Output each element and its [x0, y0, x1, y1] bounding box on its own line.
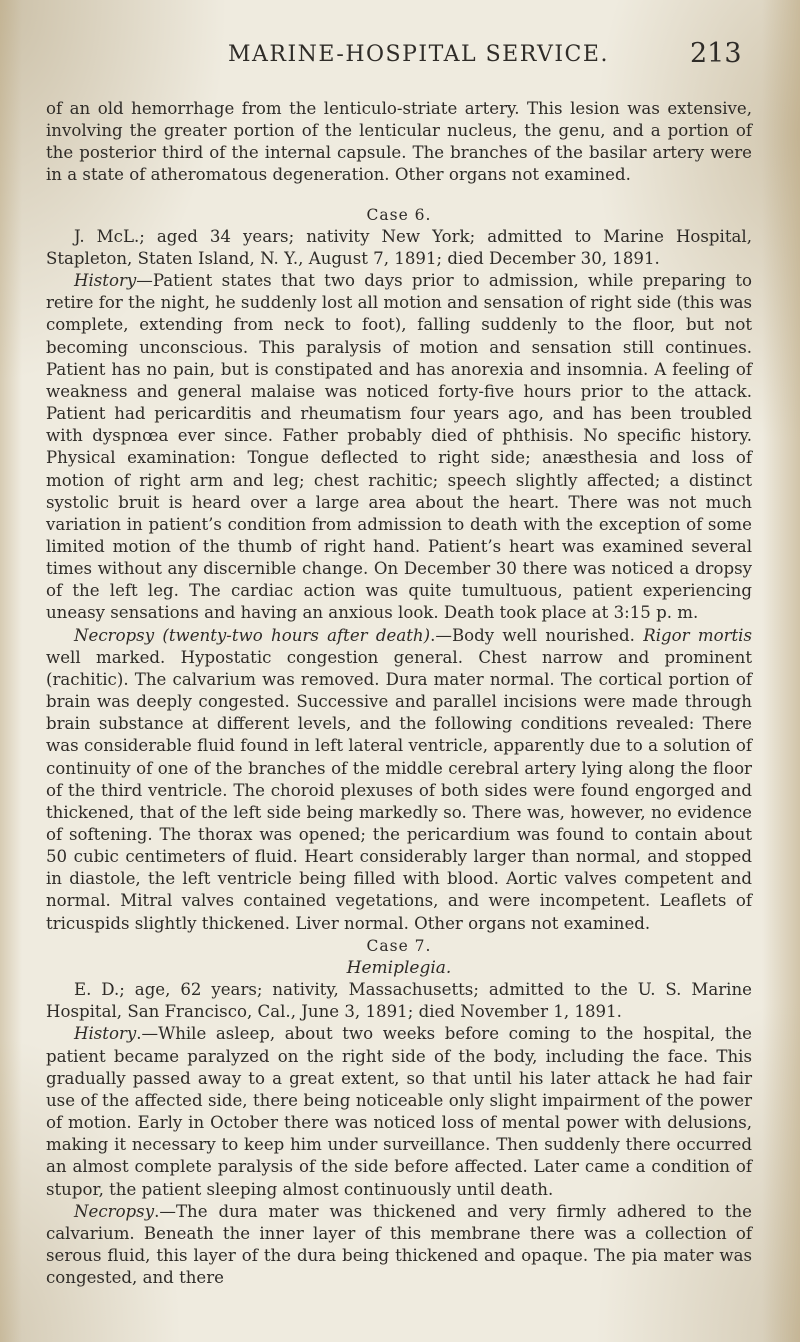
case-6-history-label: History — [74, 271, 137, 291]
page-header — [0, 38, 800, 78]
case-7-intro: E. D.; age, 62 years; nativity, Massachusetts; admitted to the U. S. Marine Hospital, San Francisco, Cal., June 3, 1891; died November 1, 1891. — [46, 980, 752, 1022]
case-7-history — [46, 1023, 752, 1200]
case-6-necropsy — [46, 625, 752, 935]
case-7-history-text: .—While asleep, about two weeks before coming to the hospital, the patient became paralyzed on the right side of the body, including the face. This gradually passed away to a great extent, so that until his later attack he had fair use of the affected side, there being noticeable only slight impairment of the power of motion. Early in October there was noticed loss of mental power with delusions, making it necessary to keep him under surveillance. Then suddenly there occurred an almost complete paralysis of the side before affected. Later came a condition of stupor, the patient sleeping almost continuously until death. — [46, 1024, 752, 1199]
case-6-necropsy-label: Necropsy (twenty-two hours after death) — [74, 625, 431, 645]
case-6-heading: Case 6. — [366, 205, 432, 224]
page-edge-shadow-right — [762, 0, 800, 1342]
continued-paragraph: of an old hemorrhage from the lenticulo-striate artery. This lesion was extensive, involving the greater portion of the lenticular nucleus, the genu, and a portion of the posterior third of the internal capsule. The branches of the basilar artery were in a state of atheromatous degeneration. Other organs not examined. — [46, 99, 752, 185]
case-7-necropsy-text: .—The dura mater was thickened and very firmly adhered to the calvarium. Beneath the inner layer of this membrane there was a collection of serous fluid, this layer of the dura being thickened and opaque. The pia mater was congested, and there — [46, 1201, 752, 1288]
running-head: MARINE-HOSPITAL SERVICE. — [228, 42, 609, 67]
case-7-history-label: History — [74, 1024, 137, 1044]
page-number: 213 — [690, 38, 742, 69]
case-6-history-text: —Patient states that two days prior to admission, while preparing to retire for the night, he suddenly lost all motion and sensation of right side (this was complete, extending from neck to foot), falling suddenly to the floor, but not becoming unconscious. This paralysis of motion and sensation still continues. Patient has no pain, but is constipated and has anorexia and insomnia. A feeling of weakness and general malaise was noticed forty-five hours prior to the attack. Patient had pericarditis and rheumatism four years ago, and has been troubled with dyspnœa ever since. Father probably died of phthisis. No specific history. Physical examination: Tongue deflected to right side; anæsthesia and loss of motion of right arm and leg; chest rachitic; speech slightly affected; a distinct systolic bruit is heard over a large area about the heart. There was not much variation in patient’s condition from admission to death with the exception of some limited motion of the thumb of right hand. Patient’s heart was examined several times without any discernible change. On December 30 there was noticed a dropsy of the left leg. The cardiac action was quite tumultuous, patient experiencing uneasy sensations and having an anxious look. Death took place at 3:15 p. m. — [46, 271, 752, 623]
page-edge-shadow-left — [0, 0, 22, 1342]
case-7-subheading: Hemiplegia. — [346, 957, 452, 978]
case-6-necropsy-text-a: .—Body well nourished. — [430, 625, 644, 645]
case-7-necropsy — [46, 1201, 752, 1290]
case-7-heading: Case 7. — [366, 936, 432, 955]
case-6-history — [46, 270, 752, 625]
case-6-necropsy-text-b: well marked. Hypostatic congestion general. Chest narrow and prominent (rachitic). The calvarium was removed. Dura mater normal. The cortical portion of brain was deeply congested. Successive and parallel incisions were made through brain substance at different levels, and the following conditions revealed: There was considerable fluid found in left lateral ventricle, apparently due to a solution of continuity of one of the branches of the middle cerebral artery lying along the floor of the third ventricle. The choroid plexuses of both sides were found engorged and thickened, that of the left side being markedly so. There was, however, no evidence of softening. The thorax was opened; the pericardium was found to contain about 50 cubic centimeters of fluid. Heart considerably larger than normal, and stopped in diastole, the left ventricle being filled with blood. Aortic valves competent and normal. Mitral valves contained vegetations, and were incompetent. Leaflets of tricuspids slightly thickened. Liver normal. Other organs not examined. — [46, 647, 752, 933]
body-text — [46, 98, 752, 1289]
case-6-intro: J. McL.; aged 34 years; nativity New York; admitted to Marine Hospital, Stapleton, Staten Island, N. Y., August 7, 1891; died December 30, 1891. — [46, 226, 752, 268]
case-7-necropsy-label: Necropsy — [74, 1201, 155, 1221]
case-6-rigor-mortis: Rigor mortis — [643, 625, 752, 645]
